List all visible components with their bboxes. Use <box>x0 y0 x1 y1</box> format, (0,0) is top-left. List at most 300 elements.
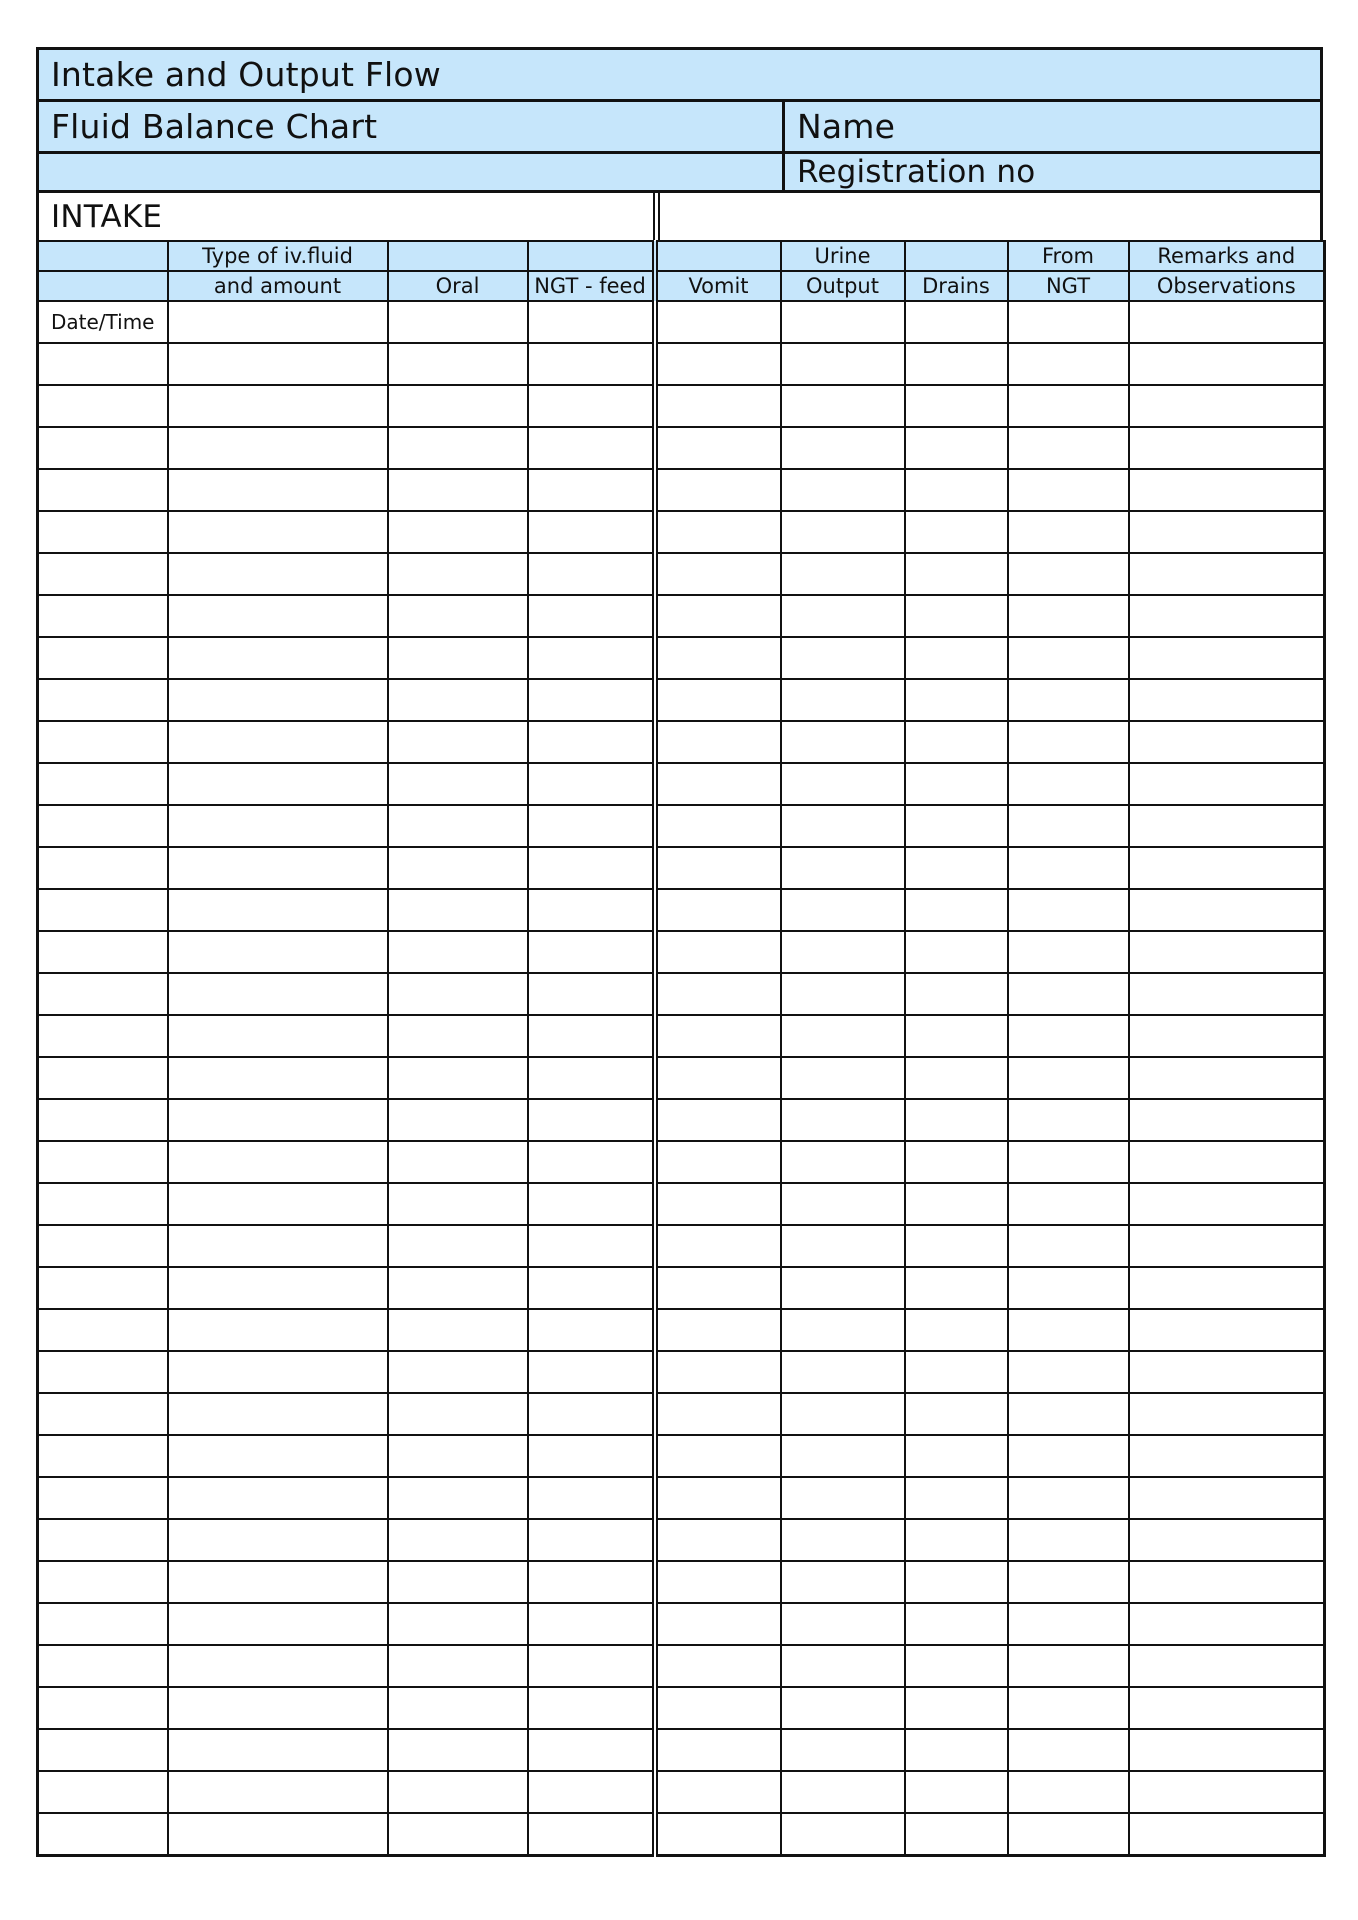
entry-cell[interactable] <box>528 637 655 679</box>
entry-cell[interactable] <box>168 1309 388 1351</box>
entry-cell[interactable] <box>528 847 655 889</box>
entry-cell[interactable] <box>905 1099 1008 1141</box>
entry-cell[interactable] <box>1008 973 1129 1015</box>
entry-cell[interactable] <box>388 1561 528 1603</box>
entry-cell[interactable] <box>781 1435 905 1477</box>
entry-cell[interactable] <box>1129 1561 1325 1603</box>
entry-cell[interactable] <box>781 763 905 805</box>
entry-cell[interactable] <box>1129 469 1325 511</box>
entry-cell[interactable] <box>905 553 1008 595</box>
entry-cell[interactable] <box>168 1057 388 1099</box>
entry-cell[interactable] <box>168 1729 388 1771</box>
entry-cell[interactable] <box>905 805 1008 847</box>
entry-cell[interactable] <box>655 1561 781 1603</box>
entry-cell[interactable] <box>1129 889 1325 931</box>
entry-cell[interactable] <box>1008 1267 1129 1309</box>
entry-cell[interactable] <box>528 343 655 385</box>
entry-cell[interactable] <box>168 1477 388 1519</box>
entry-cell[interactable] <box>168 1141 388 1183</box>
date-time-cell[interactable] <box>38 973 168 1015</box>
entry-cell[interactable] <box>905 679 1008 721</box>
entry-cell[interactable] <box>1129 385 1325 427</box>
entry-cell[interactable] <box>388 511 528 553</box>
entry-cell[interactable] <box>655 553 781 595</box>
entry-cell[interactable] <box>528 385 655 427</box>
entry-cell[interactable] <box>655 1351 781 1393</box>
date-time-cell[interactable] <box>38 1393 168 1435</box>
entry-cell[interactable] <box>905 1603 1008 1645</box>
entry-cell[interactable] <box>388 889 528 931</box>
date-time-cell[interactable] <box>38 595 168 637</box>
entry-cell[interactable] <box>168 1561 388 1603</box>
entry-cell[interactable] <box>1129 1351 1325 1393</box>
entry-cell[interactable] <box>1129 1603 1325 1645</box>
entry-cell[interactable] <box>781 553 905 595</box>
entry-cell[interactable] <box>168 889 388 931</box>
entry-cell[interactable] <box>168 1267 388 1309</box>
entry-cell[interactable] <box>655 1477 781 1519</box>
date-time-cell[interactable] <box>38 1183 168 1225</box>
entry-cell[interactable] <box>388 1645 528 1687</box>
entry-cell[interactable] <box>781 805 905 847</box>
entry-cell[interactable] <box>1008 1645 1129 1687</box>
entry-cell[interactable] <box>781 637 905 679</box>
entry-cell[interactable] <box>655 1645 781 1687</box>
entry-cell[interactable] <box>905 511 1008 553</box>
entry-cell[interactable] <box>388 1687 528 1729</box>
entry-cell[interactable] <box>168 679 388 721</box>
entry-cell[interactable] <box>905 469 1008 511</box>
entry-cell[interactable] <box>1008 1519 1129 1561</box>
date-time-cell[interactable] <box>38 343 168 385</box>
entry-cell[interactable] <box>1008 805 1129 847</box>
entry-cell[interactable] <box>1008 1225 1129 1267</box>
entry-cell[interactable] <box>905 1351 1008 1393</box>
entry-cell[interactable] <box>528 301 655 343</box>
entry-cell[interactable] <box>781 847 905 889</box>
entry-cell[interactable] <box>655 1057 781 1099</box>
entry-cell[interactable] <box>655 637 781 679</box>
entry-cell[interactable] <box>388 1603 528 1645</box>
entry-cell[interactable] <box>1008 679 1129 721</box>
entry-cell[interactable] <box>388 469 528 511</box>
entry-cell[interactable] <box>528 721 655 763</box>
entry-cell[interactable] <box>168 595 388 637</box>
date-time-cell[interactable]: Date/Time <box>38 301 168 343</box>
entry-cell[interactable] <box>905 1183 1008 1225</box>
entry-cell[interactable] <box>655 511 781 553</box>
entry-cell[interactable] <box>528 1141 655 1183</box>
entry-cell[interactable] <box>655 1099 781 1141</box>
date-time-cell[interactable] <box>38 469 168 511</box>
date-time-cell[interactable] <box>38 1057 168 1099</box>
entry-cell[interactable] <box>655 1435 781 1477</box>
entry-cell[interactable] <box>905 1645 1008 1687</box>
entry-cell[interactable] <box>528 763 655 805</box>
entry-cell[interactable] <box>1008 1603 1129 1645</box>
entry-cell[interactable] <box>1008 847 1129 889</box>
entry-cell[interactable] <box>781 511 905 553</box>
entry-cell[interactable] <box>528 1519 655 1561</box>
entry-cell[interactable] <box>1129 721 1325 763</box>
entry-cell[interactable] <box>528 1687 655 1729</box>
entry-cell[interactable] <box>655 1729 781 1771</box>
entry-cell[interactable] <box>655 847 781 889</box>
entry-cell[interactable] <box>1008 301 1129 343</box>
entry-cell[interactable] <box>388 805 528 847</box>
date-time-cell[interactable] <box>38 1015 168 1057</box>
entry-cell[interactable] <box>528 511 655 553</box>
entry-cell[interactable] <box>528 1267 655 1309</box>
entry-cell[interactable] <box>905 1267 1008 1309</box>
entry-cell[interactable] <box>528 1309 655 1351</box>
entry-cell[interactable] <box>905 1771 1008 1813</box>
entry-cell[interactable] <box>781 1225 905 1267</box>
entry-cell[interactable] <box>905 1057 1008 1099</box>
entry-cell[interactable] <box>388 427 528 469</box>
entry-cell[interactable] <box>388 721 528 763</box>
entry-cell[interactable] <box>528 1771 655 1813</box>
entry-cell[interactable] <box>905 1225 1008 1267</box>
entry-cell[interactable] <box>1129 1057 1325 1099</box>
entry-cell[interactable] <box>905 931 1008 973</box>
entry-cell[interactable] <box>1129 1435 1325 1477</box>
entry-cell[interactable] <box>1008 763 1129 805</box>
date-time-cell[interactable] <box>38 1267 168 1309</box>
entry-cell[interactable] <box>781 889 905 931</box>
entry-cell[interactable] <box>388 1729 528 1771</box>
entry-cell[interactable] <box>168 763 388 805</box>
entry-cell[interactable] <box>1008 1393 1129 1435</box>
entry-cell[interactable] <box>388 679 528 721</box>
entry-cell[interactable] <box>1129 1393 1325 1435</box>
entry-cell[interactable] <box>388 973 528 1015</box>
entry-cell[interactable] <box>1008 637 1129 679</box>
entry-cell[interactable] <box>528 1561 655 1603</box>
entry-cell[interactable] <box>388 763 528 805</box>
entry-cell[interactable] <box>781 1015 905 1057</box>
entry-cell[interactable] <box>168 511 388 553</box>
entry-cell[interactable] <box>1129 1729 1325 1771</box>
entry-cell[interactable] <box>1008 1813 1129 1855</box>
entry-cell[interactable] <box>388 595 528 637</box>
entry-cell[interactable] <box>388 637 528 679</box>
entry-cell[interactable] <box>1129 973 1325 1015</box>
entry-cell[interactable] <box>1129 1309 1325 1351</box>
entry-cell[interactable] <box>388 1771 528 1813</box>
entry-cell[interactable] <box>1008 1687 1129 1729</box>
entry-cell[interactable] <box>905 1561 1008 1603</box>
entry-cell[interactable] <box>655 343 781 385</box>
entry-cell[interactable] <box>905 889 1008 931</box>
entry-cell[interactable] <box>388 1015 528 1057</box>
entry-cell[interactable] <box>655 1309 781 1351</box>
date-time-cell[interactable] <box>38 1687 168 1729</box>
entry-cell[interactable] <box>388 1519 528 1561</box>
date-time-cell[interactable] <box>38 1729 168 1771</box>
entry-cell[interactable] <box>1008 469 1129 511</box>
entry-cell[interactable] <box>528 1225 655 1267</box>
date-time-cell[interactable] <box>38 1477 168 1519</box>
date-time-cell[interactable] <box>38 553 168 595</box>
entry-cell[interactable] <box>388 385 528 427</box>
entry-cell[interactable] <box>528 973 655 1015</box>
entry-cell[interactable] <box>781 595 905 637</box>
date-time-cell[interactable] <box>38 679 168 721</box>
entry-cell[interactable] <box>388 1393 528 1435</box>
entry-cell[interactable] <box>1008 1141 1129 1183</box>
entry-cell[interactable] <box>168 1225 388 1267</box>
entry-cell[interactable] <box>905 847 1008 889</box>
entry-cell[interactable] <box>781 1351 905 1393</box>
date-time-cell[interactable] <box>38 1813 168 1855</box>
entry-cell[interactable] <box>655 721 781 763</box>
date-time-cell[interactable] <box>38 889 168 931</box>
entry-cell[interactable] <box>1008 553 1129 595</box>
entry-cell[interactable] <box>1129 301 1325 343</box>
entry-cell[interactable] <box>388 931 528 973</box>
entry-cell[interactable] <box>781 301 905 343</box>
entry-cell[interactable] <box>781 1267 905 1309</box>
entry-cell[interactable] <box>1008 385 1129 427</box>
entry-cell[interactable] <box>905 721 1008 763</box>
entry-cell[interactable] <box>388 1435 528 1477</box>
entry-cell[interactable] <box>781 1477 905 1519</box>
entry-cell[interactable] <box>655 301 781 343</box>
entry-cell[interactable] <box>781 1561 905 1603</box>
entry-cell[interactable] <box>168 973 388 1015</box>
entry-cell[interactable] <box>905 385 1008 427</box>
entry-cell[interactable] <box>655 385 781 427</box>
entry-cell[interactable] <box>655 1813 781 1855</box>
date-time-cell[interactable] <box>38 1309 168 1351</box>
entry-cell[interactable] <box>388 301 528 343</box>
entry-cell[interactable] <box>781 1771 905 1813</box>
entry-cell[interactable] <box>781 1645 905 1687</box>
entry-cell[interactable] <box>1008 721 1129 763</box>
entry-cell[interactable] <box>168 1351 388 1393</box>
entry-cell[interactable] <box>781 1099 905 1141</box>
entry-cell[interactable] <box>1129 1519 1325 1561</box>
entry-cell[interactable] <box>1008 1183 1129 1225</box>
entry-cell[interactable] <box>168 301 388 343</box>
entry-cell[interactable] <box>168 931 388 973</box>
entry-cell[interactable] <box>781 427 905 469</box>
entry-cell[interactable] <box>1008 1477 1129 1519</box>
entry-cell[interactable] <box>781 931 905 973</box>
date-time-cell[interactable] <box>38 1519 168 1561</box>
entry-cell[interactable] <box>168 343 388 385</box>
entry-cell[interactable] <box>655 1015 781 1057</box>
entry-cell[interactable] <box>168 1015 388 1057</box>
entry-cell[interactable] <box>1008 1729 1129 1771</box>
entry-cell[interactable] <box>781 1057 905 1099</box>
entry-cell[interactable] <box>528 1813 655 1855</box>
entry-cell[interactable] <box>781 469 905 511</box>
entry-cell[interactable] <box>655 1393 781 1435</box>
entry-cell[interactable] <box>1129 763 1325 805</box>
entry-cell[interactable] <box>655 1687 781 1729</box>
entry-cell[interactable] <box>905 1477 1008 1519</box>
entry-cell[interactable] <box>388 1309 528 1351</box>
date-time-cell[interactable] <box>38 511 168 553</box>
entry-cell[interactable] <box>528 1183 655 1225</box>
entry-cell[interactable] <box>1129 511 1325 553</box>
entry-cell[interactable] <box>528 931 655 973</box>
entry-cell[interactable] <box>528 595 655 637</box>
entry-cell[interactable] <box>388 1351 528 1393</box>
entry-cell[interactable] <box>905 595 1008 637</box>
date-time-cell[interactable] <box>38 1225 168 1267</box>
entry-cell[interactable] <box>168 1393 388 1435</box>
entry-cell[interactable] <box>1129 1771 1325 1813</box>
entry-cell[interactable] <box>1008 1351 1129 1393</box>
entry-cell[interactable] <box>1129 1645 1325 1687</box>
entry-cell[interactable] <box>905 763 1008 805</box>
entry-cell[interactable] <box>168 721 388 763</box>
entry-cell[interactable] <box>388 1057 528 1099</box>
entry-cell[interactable] <box>781 1687 905 1729</box>
entry-cell[interactable] <box>528 469 655 511</box>
entry-cell[interactable] <box>655 427 781 469</box>
entry-cell[interactable] <box>168 1813 388 1855</box>
entry-cell[interactable] <box>168 637 388 679</box>
entry-cell[interactable] <box>388 1141 528 1183</box>
entry-cell[interactable] <box>388 553 528 595</box>
entry-cell[interactable] <box>1129 1687 1325 1729</box>
entry-cell[interactable] <box>528 1603 655 1645</box>
entry-cell[interactable] <box>655 1603 781 1645</box>
date-time-cell[interactable] <box>38 385 168 427</box>
entry-cell[interactable] <box>1008 1771 1129 1813</box>
date-time-cell[interactable] <box>38 1435 168 1477</box>
entry-cell[interactable] <box>1008 889 1129 931</box>
entry-cell[interactable] <box>528 805 655 847</box>
entry-cell[interactable] <box>528 553 655 595</box>
entry-cell[interactable] <box>168 427 388 469</box>
entry-cell[interactable] <box>655 1267 781 1309</box>
entry-cell[interactable] <box>388 1477 528 1519</box>
entry-cell[interactable] <box>781 1729 905 1771</box>
date-time-cell[interactable] <box>38 931 168 973</box>
entry-cell[interactable] <box>1008 1099 1129 1141</box>
entry-cell[interactable] <box>1008 343 1129 385</box>
entry-cell[interactable] <box>168 1771 388 1813</box>
entry-cell[interactable] <box>528 679 655 721</box>
entry-cell[interactable] <box>781 1309 905 1351</box>
entry-cell[interactable] <box>168 1183 388 1225</box>
entry-cell[interactable] <box>655 1183 781 1225</box>
entry-cell[interactable] <box>168 469 388 511</box>
entry-cell[interactable] <box>655 679 781 721</box>
entry-cell[interactable] <box>1129 1099 1325 1141</box>
name-field[interactable]: Name <box>797 107 896 146</box>
entry-cell[interactable] <box>1129 343 1325 385</box>
entry-cell[interactable] <box>528 1057 655 1099</box>
entry-cell[interactable] <box>655 469 781 511</box>
date-time-cell[interactable] <box>38 847 168 889</box>
date-time-cell[interactable] <box>38 1141 168 1183</box>
entry-cell[interactable] <box>655 595 781 637</box>
date-time-cell[interactable] <box>38 1351 168 1393</box>
date-time-cell[interactable] <box>38 1561 168 1603</box>
entry-cell[interactable] <box>1008 427 1129 469</box>
entry-cell[interactable] <box>1129 595 1325 637</box>
entry-cell[interactable] <box>1129 637 1325 679</box>
entry-cell[interactable] <box>168 847 388 889</box>
entry-cell[interactable] <box>168 1603 388 1645</box>
entry-cell[interactable] <box>168 553 388 595</box>
entry-cell[interactable] <box>655 931 781 973</box>
entry-cell[interactable] <box>528 1351 655 1393</box>
entry-cell[interactable] <box>1008 595 1129 637</box>
date-time-cell[interactable] <box>38 721 168 763</box>
entry-cell[interactable] <box>905 973 1008 1015</box>
date-time-cell[interactable] <box>38 1645 168 1687</box>
entry-cell[interactable] <box>1129 1477 1325 1519</box>
entry-cell[interactable] <box>781 1183 905 1225</box>
entry-cell[interactable] <box>1008 1435 1129 1477</box>
entry-cell[interactable] <box>781 343 905 385</box>
entry-cell[interactable] <box>655 763 781 805</box>
entry-cell[interactable] <box>168 1519 388 1561</box>
entry-cell[interactable] <box>1129 1225 1325 1267</box>
entry-cell[interactable] <box>1129 679 1325 721</box>
entry-cell[interactable] <box>528 1477 655 1519</box>
entry-cell[interactable] <box>905 427 1008 469</box>
entry-cell[interactable] <box>655 1225 781 1267</box>
entry-cell[interactable] <box>388 1225 528 1267</box>
entry-cell[interactable] <box>905 1015 1008 1057</box>
entry-cell[interactable] <box>781 973 905 1015</box>
entry-cell[interactable] <box>168 1645 388 1687</box>
entry-cell[interactable] <box>168 385 388 427</box>
entry-cell[interactable] <box>1129 427 1325 469</box>
entry-cell[interactable] <box>781 1603 905 1645</box>
entry-cell[interactable] <box>1129 1015 1325 1057</box>
entry-cell[interactable] <box>655 1771 781 1813</box>
entry-cell[interactable] <box>388 1267 528 1309</box>
date-time-cell[interactable] <box>38 637 168 679</box>
date-time-cell[interactable] <box>38 1771 168 1813</box>
entry-cell[interactable] <box>1008 1309 1129 1351</box>
entry-cell[interactable] <box>1008 1015 1129 1057</box>
entry-cell[interactable] <box>905 301 1008 343</box>
entry-cell[interactable] <box>168 1687 388 1729</box>
entry-cell[interactable] <box>905 1687 1008 1729</box>
entry-cell[interactable] <box>1129 1267 1325 1309</box>
entry-cell[interactable] <box>388 1099 528 1141</box>
entry-cell[interactable] <box>528 1645 655 1687</box>
entry-cell[interactable] <box>1129 1183 1325 1225</box>
entry-cell[interactable] <box>781 1519 905 1561</box>
entry-cell[interactable] <box>388 343 528 385</box>
entry-cell[interactable] <box>528 427 655 469</box>
date-time-cell[interactable] <box>38 1099 168 1141</box>
entry-cell[interactable] <box>905 1309 1008 1351</box>
entry-cell[interactable] <box>781 1141 905 1183</box>
entry-cell[interactable] <box>1008 931 1129 973</box>
entry-cell[interactable] <box>655 1519 781 1561</box>
entry-cell[interactable] <box>1008 511 1129 553</box>
entry-cell[interactable] <box>528 889 655 931</box>
entry-cell[interactable] <box>168 1435 388 1477</box>
entry-cell[interactable] <box>905 637 1008 679</box>
date-time-cell[interactable] <box>38 427 168 469</box>
entry-cell[interactable] <box>781 721 905 763</box>
entry-cell[interactable] <box>168 1099 388 1141</box>
entry-cell[interactable] <box>1129 847 1325 889</box>
